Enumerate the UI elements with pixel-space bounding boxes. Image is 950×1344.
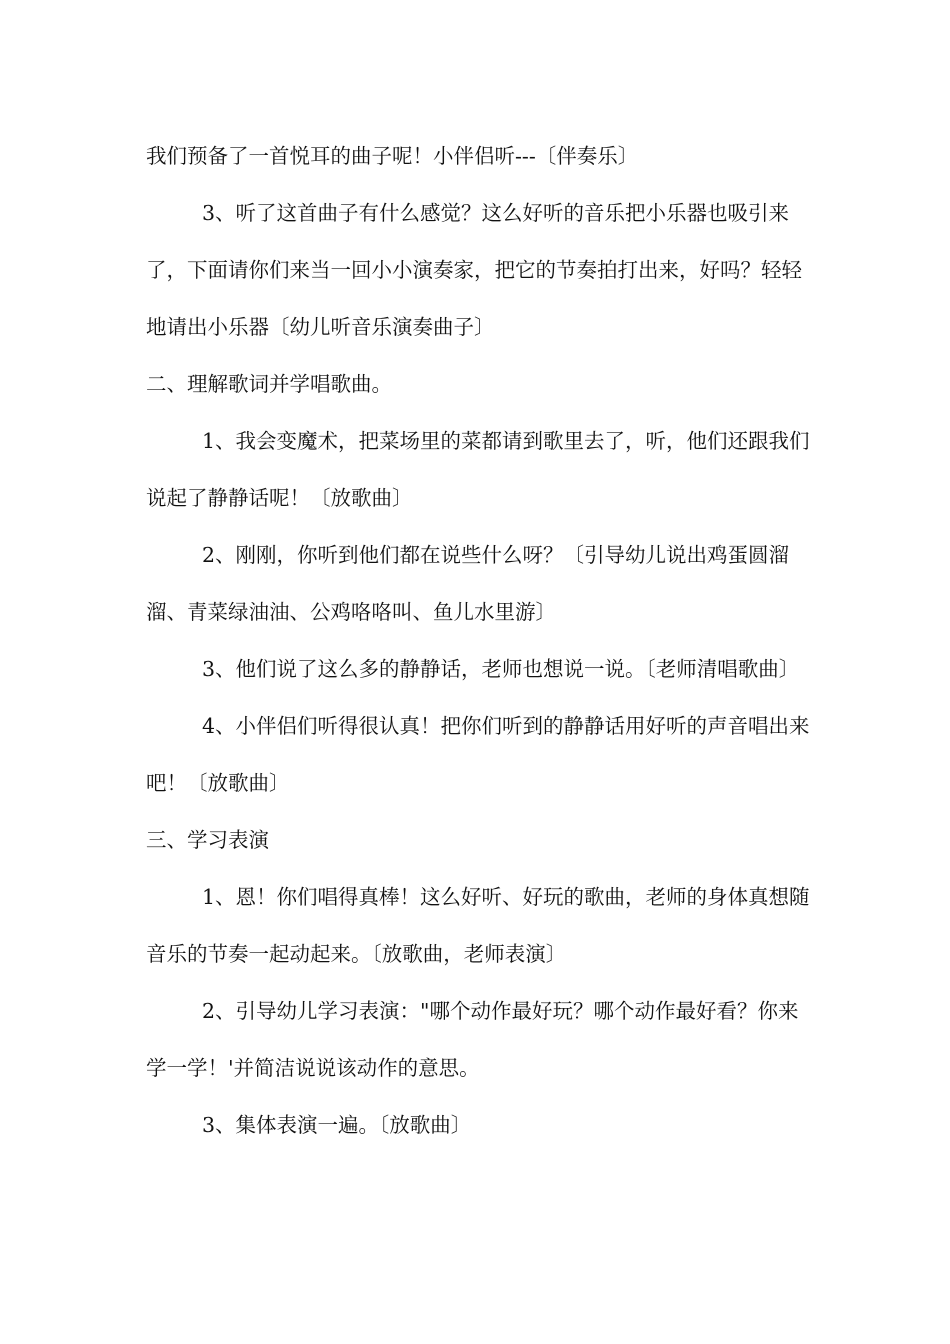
paragraph-step-2-learn-actions: 2、引导幼儿学习表演："哪个动作最好玩？哪个动作最好看？你来学一学！'并简洁说说该动作的意思。 — [146, 999, 799, 1080]
paragraph-intro-continuation: 我们预备了一首悦耳的曲子呢！小伴侣听---〔伴奏乐〕 — [146, 144, 639, 168]
paragraph-step-1-perform: 1、恩！你们唱得真棒！这么好听、好玩的歌曲，老师的身体真想随音乐的节奏一起动起来。〔放歌曲，老师表演〕 — [146, 885, 810, 966]
document-body — [146, 128, 810, 1154]
paragraph-step-2-listen: 2、刚刚，你听到他们都在说些什么呀？〔引导幼儿说出鸡蛋圆溜溜、青菜绿油油、公鸡咯咯叫、鱼儿水里游〕 — [146, 543, 790, 624]
paragraph-step-3-teacher-sings: 3、他们说了这么多的静静话，老师也想说一说。〔老师清唱歌曲〕 — [202, 657, 800, 681]
paragraph-step-3-instruments: 3、听了这首曲子有什么感觉？这么好听的音乐把小乐器也吸引来了，下面请你们来当一回小小演奏家，把它的节奏拍打出来，好吗？轻轻地请出小乐器〔幼儿听音乐演奏曲子〕 — [146, 201, 802, 339]
paragraph-step-1-magic: 1、我会变魔术，把菜场里的菜都请到歌里去了，听，他们还跟我们说起了静静话呢！〔放歌曲〕 — [146, 429, 810, 510]
paragraph-step-3-group-performance: 3、集体表演一遍。〔放歌曲〕 — [202, 1113, 472, 1137]
paragraph-step-4-sing-along: 4、小伴侣们听得很认真！把你们听到的静静话用好听的声音唱出来吧！〔放歌曲〕 — [146, 714, 810, 795]
section-heading-2: 二、理解歌词并学唱歌曲。 — [146, 372, 392, 396]
section-heading-3: 三、学习表演 — [146, 828, 269, 852]
